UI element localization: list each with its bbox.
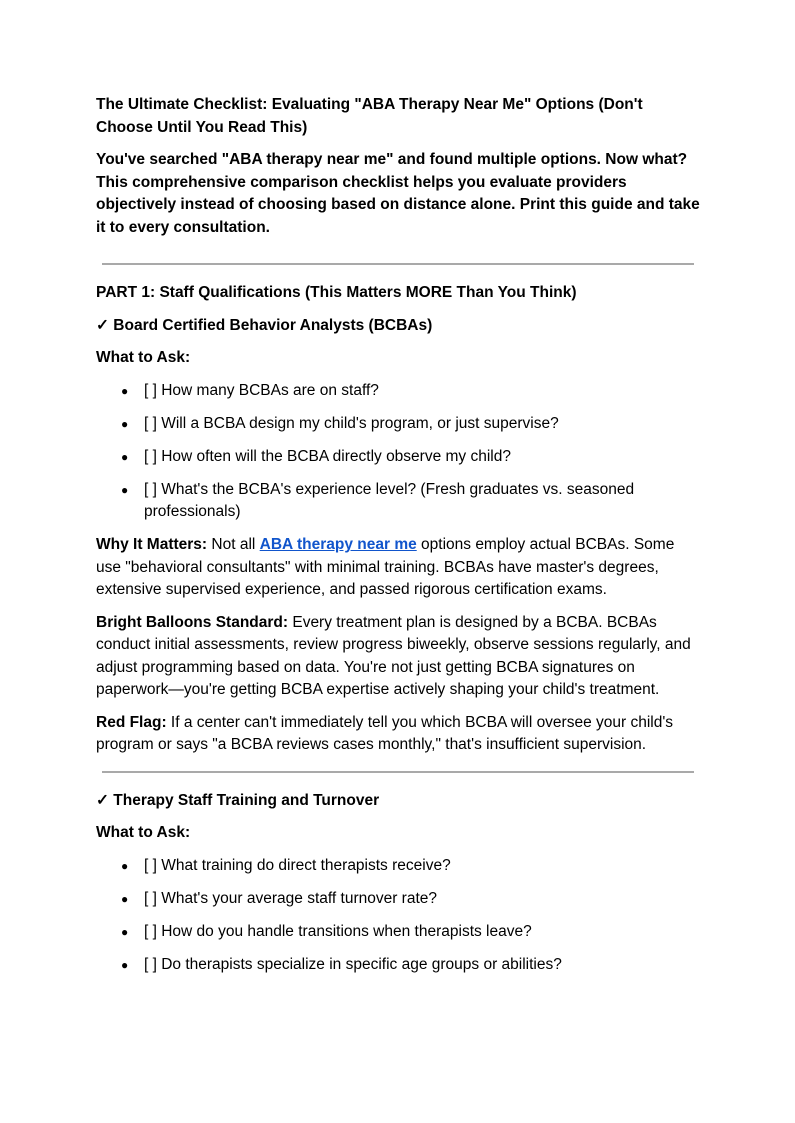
- standard-paragraph: [96, 612, 700, 702]
- standard-label: Bright Balloons Standard:: [96, 613, 289, 631]
- checklist-item-text: [ ] What's the BCBA's experience level? (Fresh graduates vs. seasoned professionals): [144, 480, 635, 520]
- checklist-item: [96, 413, 700, 436]
- why-it-matters-paragraph: [96, 534, 700, 602]
- part1-heading: PART 1: Staff Qualifications (This Matters MORE Than You Think): [96, 284, 577, 301]
- checklist-item: [96, 446, 700, 469]
- bullet-icon: ●: [121, 416, 129, 431]
- why-text-post: options employ actual BCBAs. Some use "behavioral consultants" with minimal training. BCBAs have master's degrees, extensive supervised experience, and passed rigorous certification exams.: [96, 536, 675, 598]
- bullet-icon: ●: [121, 957, 129, 972]
- bullet-icon: ●: [121, 924, 129, 939]
- bullet-icon: ●: [121, 383, 129, 398]
- why-it-matters-label: Why It Matters:: [96, 536, 208, 553]
- horizontal-rule: [102, 263, 694, 265]
- checklist-item-text: [ ] Do therapists specialize in specific age groups or abilities?: [144, 955, 562, 973]
- rule-wrapper: [96, 771, 700, 773]
- intro-paragraph: You've searched "ABA therapy near me" and found multiple options. Now what? This comprehensive comparison checklist helps you evaluate providers objectively instead of choosing based on distance alone. Print this guide and take it to every consultation.: [96, 151, 700, 236]
- checklist-item: [96, 954, 700, 977]
- red-flag-label: Red Flag:: [96, 713, 167, 731]
- checklist-item: [96, 921, 700, 944]
- checklist-item: [96, 380, 700, 403]
- bullet-icon: ●: [121, 482, 129, 497]
- checklist-item-text: [ ] What's your average staff turnover rate?: [144, 889, 438, 907]
- aba-therapy-link[interactable]: ABA therapy near me: [259, 536, 417, 553]
- checklist-item: [96, 479, 700, 524]
- checklist-item-text: [ ] How do you handle transitions when therapists leave?: [144, 922, 532, 940]
- bullet-icon: ●: [121, 891, 129, 906]
- red-flag-paragraph: [96, 712, 700, 757]
- horizontal-rule: [102, 771, 694, 773]
- what-to-ask-label: What to Ask:: [96, 824, 191, 841]
- red-flag-text: If a center can't immediately tell you which BCBA will oversee your child's program or says "a BCBA reviews cases monthly," that's insufficient supervision.: [96, 713, 674, 753]
- section-heading-staff: ✓ Therapy Staff Training and Turnover: [96, 791, 380, 809]
- checklist-item-text: [ ] What training do direct therapists receive?: [144, 856, 451, 874]
- what-to-ask-label: What to Ask:: [96, 349, 191, 366]
- checklist-staff: [96, 855, 700, 977]
- why-text-pre: Not all: [207, 536, 260, 553]
- checklist-bcba: [96, 380, 700, 524]
- checklist-item-text: [ ] How many BCBAs are on staff?: [144, 381, 379, 399]
- bullet-icon: ●: [121, 858, 129, 873]
- standard-text: Every treatment plan is designed by a BCBA. BCBAs conduct initial assessments, review progress biweekly, observe sessions regularly, and adjust programming based on data. You're not just getting BCBA signatures on paperwork—you're getting BCBA expertise actively shaping your child's treatment.: [96, 613, 691, 698]
- checklist-item-text: [ ] How often will the BCBA directly observe my child?: [144, 447, 511, 465]
- document-title: The Ultimate Checklist: Evaluating "ABA Therapy Near Me" Options (Don't Choose Until You Read This): [96, 96, 643, 136]
- document-page: [96, 94, 700, 987]
- section-heading-bcba: ✓ Board Certified Behavior Analysts (BCBAs): [96, 316, 433, 334]
- checklist-item: [96, 855, 700, 878]
- checklist-item-text: [ ] Will a BCBA design my child's program, or just supervise?: [144, 414, 559, 432]
- bullet-icon: ●: [121, 449, 129, 464]
- checklist-item: [96, 888, 700, 911]
